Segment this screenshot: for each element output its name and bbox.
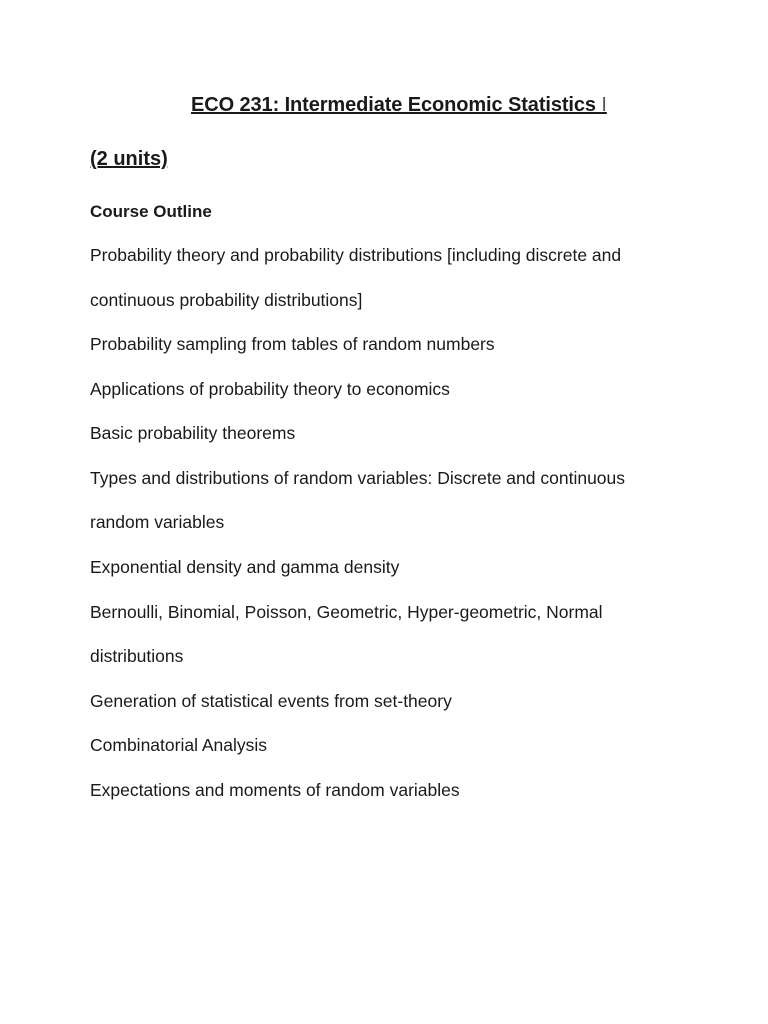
course-title-suffix: I: [601, 94, 607, 116]
outline-line: random variables: [90, 512, 225, 532]
outline-line: Applications of probability theory to economics: [90, 379, 450, 399]
outline-line: Basic probability theorems: [90, 423, 296, 443]
course-units: (2 units): [90, 148, 168, 170]
course-outline-heading: Course Outline: [90, 202, 212, 221]
outline-line: Expectations and moments of random variables: [90, 780, 460, 800]
outline-line: Types and distributions of random variables: Discrete and continuous: [90, 468, 626, 488]
outline-line: Combinatorial Analysis: [90, 735, 268, 755]
outline-line: continuous probability distributions]: [90, 290, 363, 310]
outline-line: Exponential density and gamma density: [90, 557, 400, 577]
outline-line: distributions: [90, 646, 184, 666]
course-title-text: ECO 231: Intermediate Economic Statistics: [191, 94, 596, 116]
outline-line: Probability theory and probability distributions [including discrete and: [90, 245, 622, 265]
course-title: [191, 94, 607, 117]
outline-line: Generation of statistical events from set-theory: [90, 691, 452, 711]
outline-line: Probability sampling from tables of random numbers: [90, 334, 495, 354]
outline-line: Bernoulli, Binomial, Poisson, Geometric, Hyper-geometric, Normal: [90, 602, 603, 622]
